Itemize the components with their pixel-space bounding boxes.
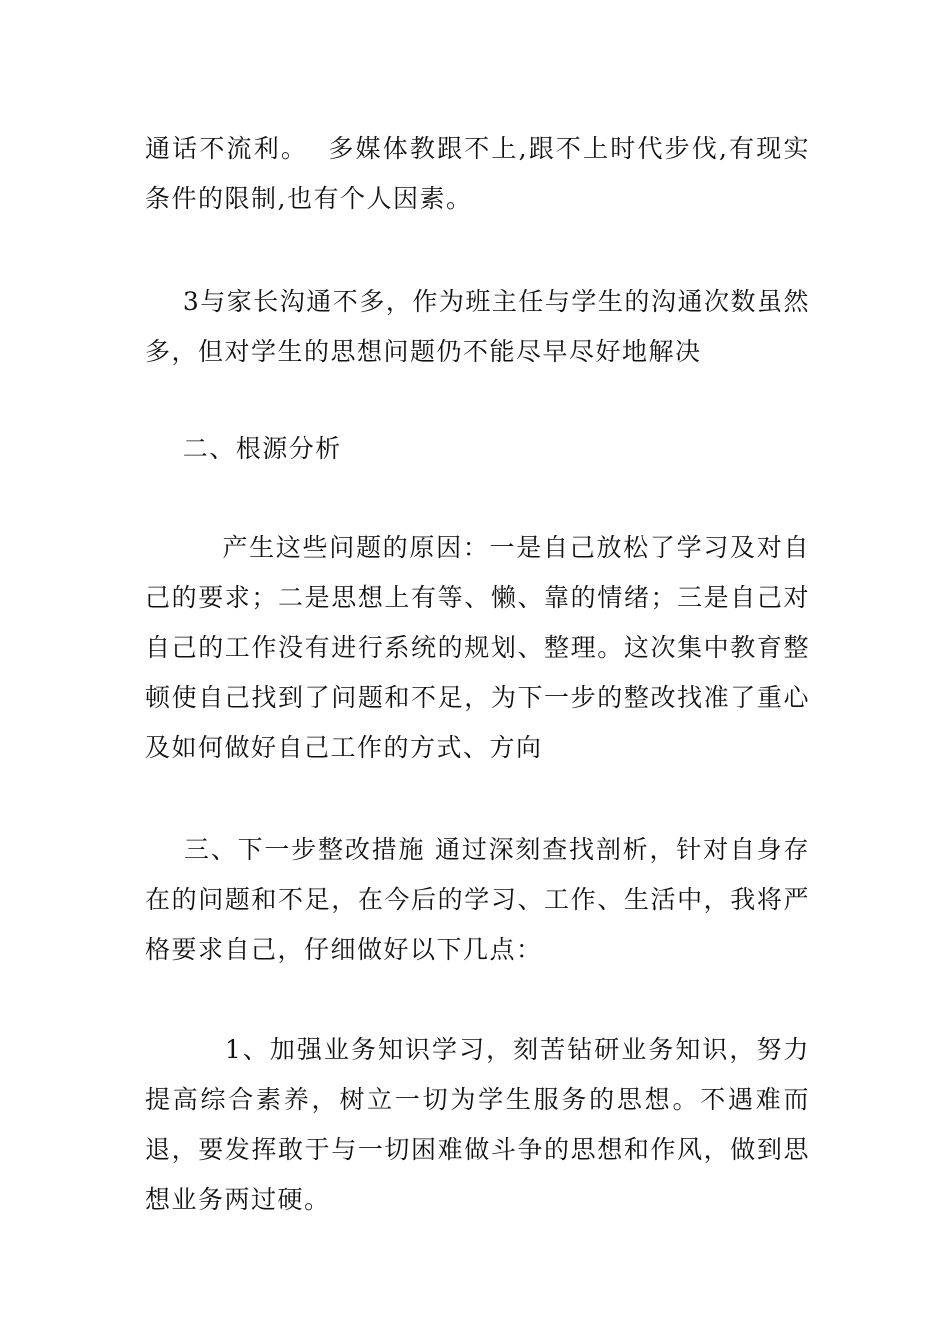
paragraph-2: 3与家长沟通不多，作为班主任与学生的沟通次数虽然多，但对学生的思想问题仍不能尽早尽好地解决 <box>145 287 810 366</box>
section-heading-root-cause: 二、根源分析 <box>145 434 342 463</box>
paragraph-1: 通话不流利。 多媒体教跟不上,跟不上时代步伐,有现实条件的限制,也有个人因素。 <box>145 134 810 213</box>
paragraph-4: 三、下一步整改措施 通过深刻查找剖析，针对自身存在的问题和不足，在今后的学习、工作、生活中，我将严格要求自己，仔细做好以下几点： <box>145 835 810 964</box>
paragraph-3: 产生这些问题的原因：一是自己放松了学习及对自己的要求；二是思想上有等、懒、靠的情绪；三是自己对自己的工作没有进行系统的规划、整理。这次集中教育整顿使自己找到了问题和不足，为下一步的整改找准了重心及如何做好自己工作的方式、方向 <box>145 533 810 762</box>
paragraph-5: 1、加强业务知识学习，刻苦钻研业务知识，努力提高综合素养，树立一切为学生服务的思想。不遇难而退，要发挥敢于与一切困难做斗争的思想和作风，做到思想业务两过硬。 <box>145 1035 810 1214</box>
